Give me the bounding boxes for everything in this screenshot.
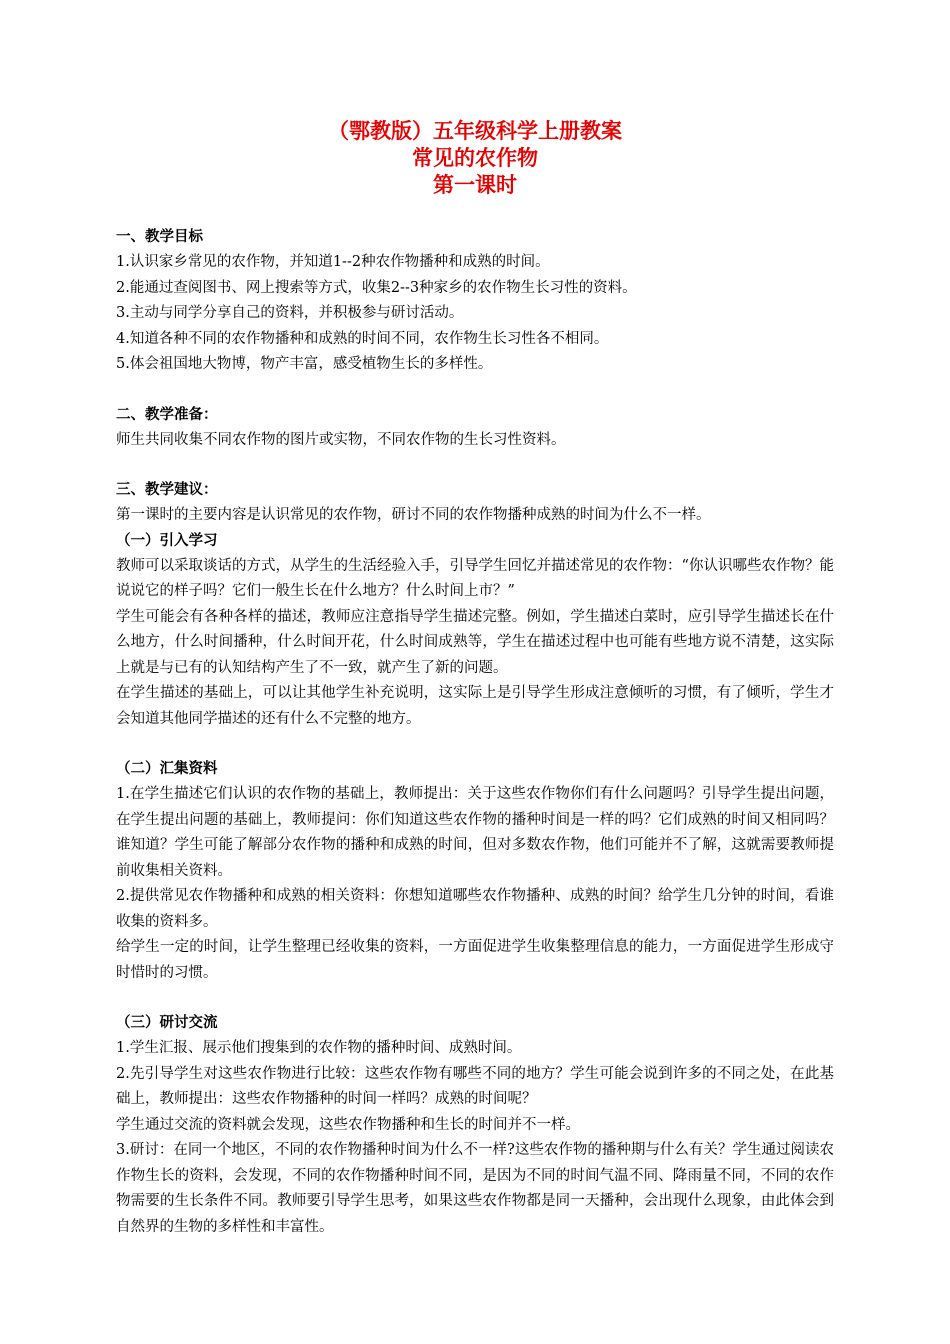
section-heading: 三、教学建议：: [116, 482, 218, 498]
list-item: 5.体会祖国地大物博，物产丰富，感受植物生长的多样性。: [116, 356, 493, 372]
list-item: 4.知道各种不同的农作物播种和成熟的时间不同，农作物生长习性各不相同。: [116, 330, 609, 347]
section-heading: 二、教学准备：: [116, 406, 218, 423]
title-line-1: （鄂教版）五年级科学上册教案: [328, 119, 622, 143]
section-heading: 一、教学目标: [116, 229, 203, 245]
section-objectives: [116, 225, 834, 378]
list-item: 1.认识家乡常见的农作物，并知道1--2种农作物播种和成熟的时间。: [116, 254, 550, 270]
paragraph: 2.提供常见农作物播种和成熟的相关资料：你想知道哪些农作物播种、成熟的时间？给学生几分钟的时间，看谁收集的资料多。: [116, 888, 834, 930]
subsection-collect-materials: [116, 757, 834, 986]
document-title: [116, 118, 834, 199]
paragraph: 师生共同收集不同农作物的图片或实物，不同农作物的生长习性资料。: [116, 431, 566, 448]
paragraph: 第一课时的主要内容是认识常见的农作物，研讨不同的农作物播种成熟的时间为什么不一样。: [116, 507, 711, 523]
title-line-2: 常见的农作物: [412, 146, 538, 170]
subsection-heading: （二）汇集资料: [116, 761, 218, 777]
subsection-discussion: [116, 1011, 834, 1240]
paragraph: 1.在学生描述它们认识的农作物的基础上，教师提出：关于这些农作物你们有什么问题吗？引导学生提出问题，在学生提出问题的基础上，教师提问：你们知道这些农作物的播种时间是一样的吗？它们成熟的时间又相同吗？谁知道？学生可能了解部分农作物的播种和成熟的时间，但对多数农作物，他们可能并不了解，这就需要教师提前收集相关资料。: [116, 786, 834, 879]
subsection-introduction: [116, 529, 834, 733]
paragraph: 在学生描述的基础上，可以让其他学生补充说明，这实际上是引导学生形成注意倾听的习惯，有了倾听，学生才会知道其他同学描述的还有什么不完整的地方。: [116, 685, 834, 727]
paragraph: 2.先引导学生对这些农作物进行比较：这些农作物有哪些不同的地方？学生可能会说到许多的不同之处，在此基础上，教师提出：这些农作物播种的时间一样吗？成熟的时间呢？: [116, 1065, 834, 1107]
list-item: 2.能通过查阅图书、网上搜索等方式，收集2--3种家乡的农作物生长习性的资料。: [116, 279, 637, 296]
paragraph: 学生可能会有各种各样的描述，教师应注意指导学生描述完整。例如，学生描述白菜时，应引导学生描述长在什么地方，什么时间播种，什么时间开花，什么时间成熟等，学生在描述过程中也可能有些地方说不清楚，这实际上就是与已有的认知结构产生了不一致，就产生了新的问题。: [116, 608, 834, 676]
paragraph: 学生通过交流的资料就会发现，这些农作物播种和生长的时间并不一样。: [116, 1116, 580, 1133]
paragraph: 给学生一定的时间，让学生整理已经收集的资料，一方面促进学生收集整理信息的能力，一方面促进学生形成守时惜时的习惯。: [116, 939, 834, 981]
subsection-heading: （三）研讨交流: [116, 1015, 218, 1031]
subsection-heading: （一）引入学习: [116, 532, 218, 549]
list-item: 3.主动与同学分享自己的资料，并积极参与研讨活动。: [116, 305, 464, 321]
paragraph: 教师可以采取谈话的方式，从学生的生活经验入手，引导学生回忆并描述常见的农作物：“你认识哪些农作物？能说说它的样子吗？它们一般生长在什么地方？什么时间上市？”: [116, 557, 834, 599]
section-preparation: [116, 403, 834, 454]
title-line-3: 第一课时: [433, 173, 517, 197]
paragraph: 3.研讨：在同一个地区，不同的农作物播种时间为什么不一样?这些农作物的播种期与什么有关？学生通过阅读农作物生长的资料，会发现，不同的农作物播种时间不同，是因为不同的时间气温不同、降雨量不同，不同的农作物需要的生长条件不同。教师要引导学生思考，如果这些农作物都是同一天播种，会出现什么现象，由此体会到自然界的生物的多样性和丰富性。: [116, 1142, 834, 1235]
paragraph: 1.学生汇报、展示他们搜集到的农作物的播种时间、成熟时间。: [116, 1040, 522, 1056]
section-suggestions: [116, 478, 834, 1240]
